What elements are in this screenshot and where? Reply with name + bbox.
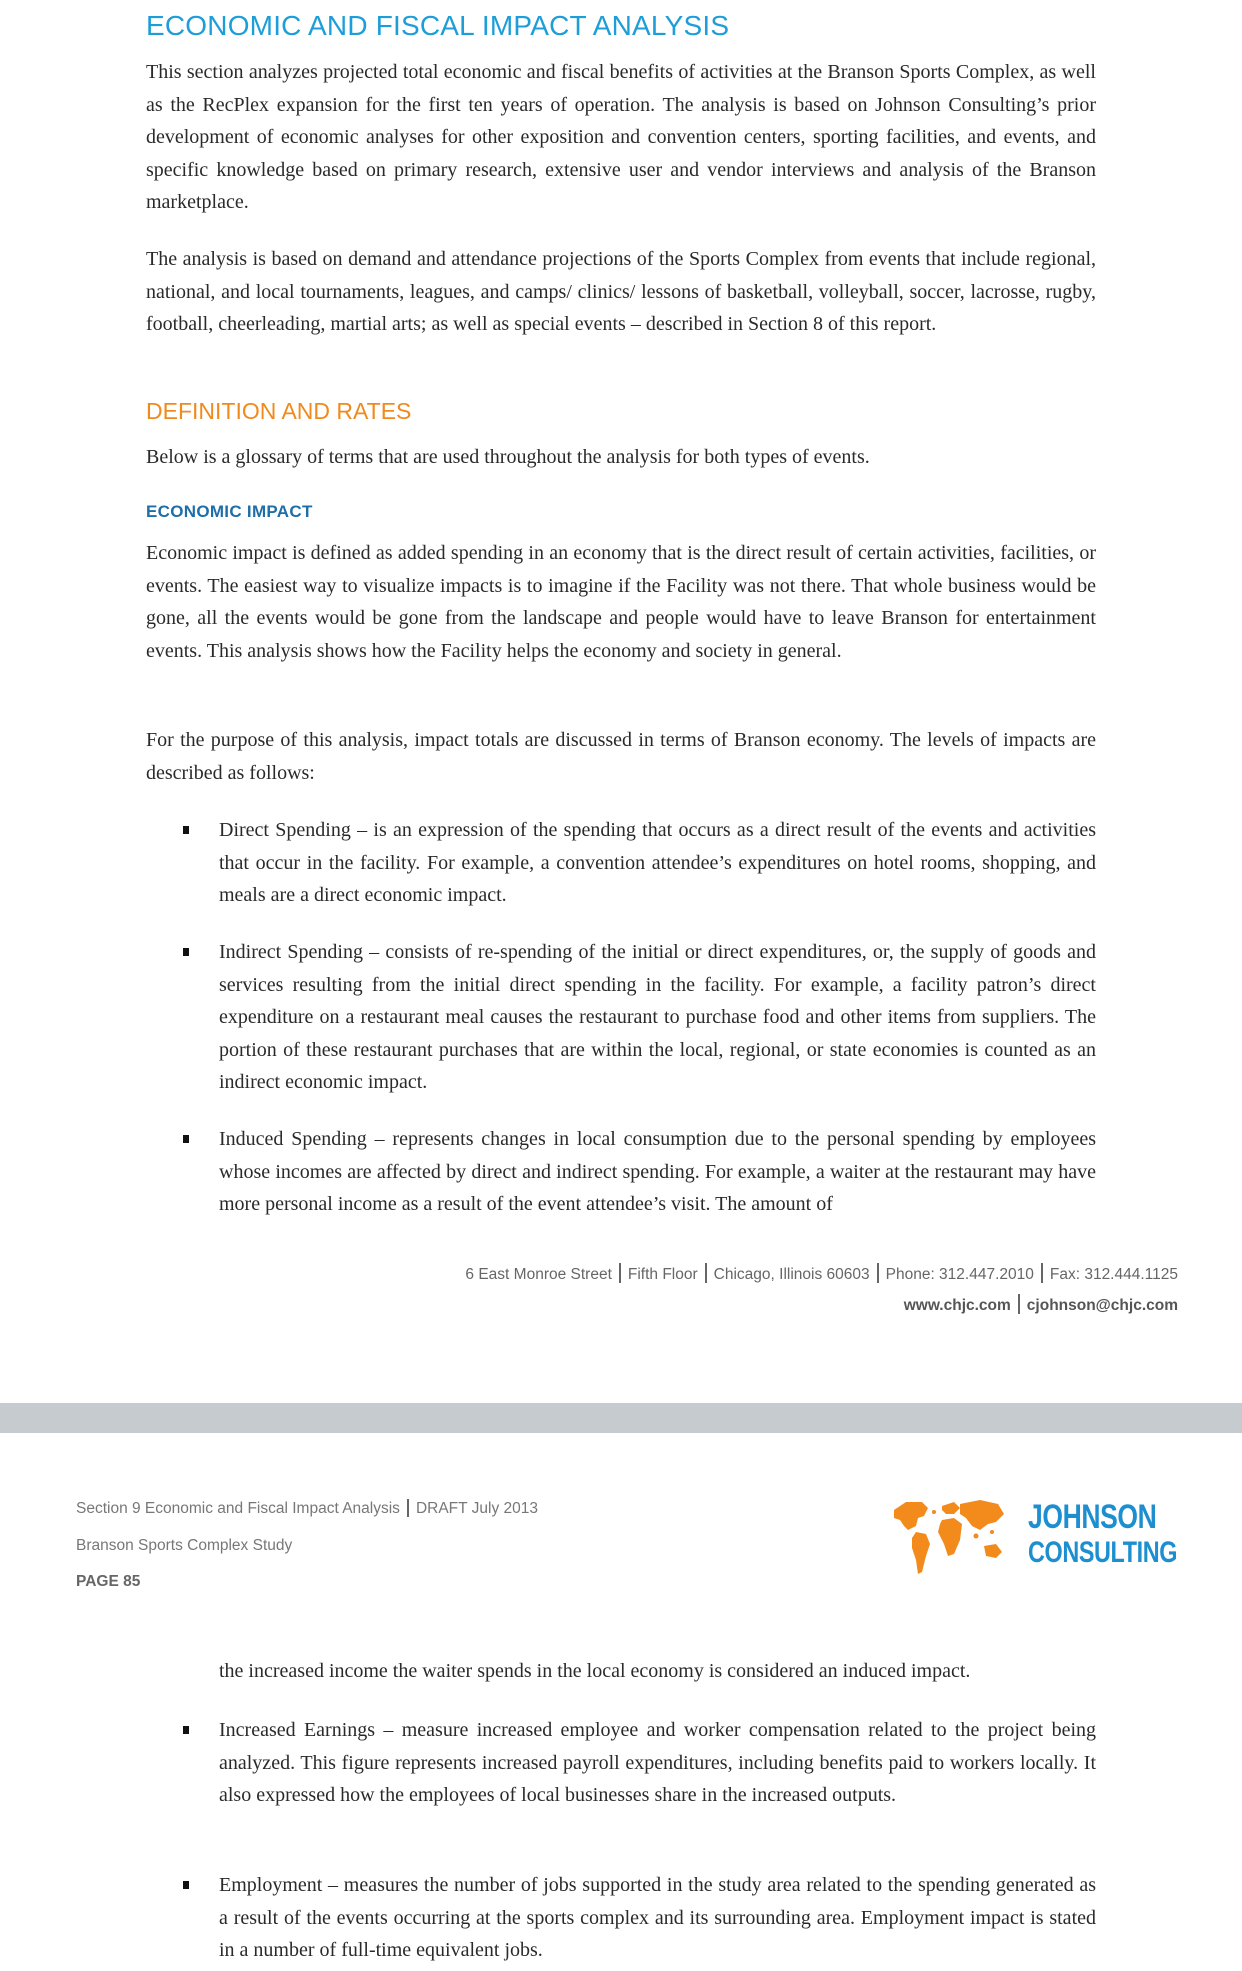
johnson-consulting-logo	[888, 1496, 1178, 1582]
page-title: ECONOMIC AND FISCAL IMPACT ANALYSIS	[146, 10, 730, 41]
definition-intro: Below is a glossary of terms that are used throughout the analysis for both types of events.	[146, 446, 870, 468]
footer-city: Chicago, Illinois 60603	[713, 1266, 870, 1283]
bullet-marker	[183, 1135, 189, 1143]
page-number: PAGE 85	[76, 1573, 141, 1590]
bullet-marker	[183, 1726, 189, 1734]
bullet-increased-earnings	[146, 1714, 1096, 1812]
intro-paragraph-2: The analysis is based on demand and attendance projections of the Sports Complex from events that include regional, national, and local tournaments, leagues, and camps/ clinics/ lessons of basketball, volleyball, soccer, lacrosse, rugby, football, cheerleading, martial arts; as well as special events – described in Section 8 of this report.	[146, 248, 1096, 335]
world-map-icon	[888, 1496, 1008, 1582]
bullet-direct-spending	[146, 814, 1096, 912]
bullet-induced-spending	[146, 1123, 1096, 1221]
bullet-employment	[146, 1869, 1096, 1967]
economic-impact-paragraph-2: For the purpose of this analysis, impact totals are discussed in terms of Branson economy. The levels of impacts are described as follows:	[146, 729, 1096, 784]
page-divider	[0, 1403, 1242, 1433]
bullet-marker	[183, 826, 189, 834]
economic-impact-heading: ECONOMIC IMPACT	[146, 502, 313, 521]
definition-heading: DEFINITION AND RATES	[146, 398, 412, 424]
logo-johnson: JOHNSON	[1028, 1498, 1157, 1536]
bullet-text: Indirect Spending – consists of re-spending of the initial or direct expenditures, or, the supply of goods and services resulting from the initial direct spending in the facility. For example, a facility patron’s direct expenditure on a restaurant meal causes the restaurant to purchase food and other items from suppliers. The portion of these restaurant purchases that are within the local, regional, or state economies is counted as an indirect economic impact.	[219, 941, 1096, 1093]
footer-email-link[interactable]: cjohnson@chjc.com	[1026, 1297, 1178, 1314]
section-title: Section 9 Economic and Fiscal Impact Analysis	[76, 1500, 400, 1517]
intro-paragraph-1: This section analyzes projected total economic and fiscal benefits of activities at the Branson Sports Complex, as well as the RecPlex expansion for the first ten years of operation. The analysis is based on Johnson Consulting’s prior development of economic analyses for other exposition and convention centers, sporting facilities, and events, and specific knowledge based on primary research, extensive user and vendor interviews and analysis of the Branson marketplace.	[146, 61, 1096, 213]
bullet-text: Increased Earnings – measure increased employee and worker compensation related to the project being analyzed. This figure represents increased payroll expenditures, including benefits paid to workers locally. It also expressed how the employees of local businesses share in the increased outputs.	[219, 1719, 1096, 1806]
logo-consulting: CONSULTING	[1028, 1536, 1178, 1569]
footer-phone: Phone: 312.447.2010	[885, 1266, 1034, 1283]
study-title: Branson Sports Complex Study	[76, 1537, 293, 1554]
bullet-text: Employment – measures the number of jobs supported in the study area related to the spending generated as a result of the events occurring at the sports complex and its surrounding area. Employment impact is stated in a number of full-time equivalent jobs.	[219, 1874, 1096, 1961]
bullet-indirect-spending	[146, 936, 1096, 1099]
bullet-marker	[183, 1881, 189, 1889]
economic-impact-paragraph-1: Economic impact is defined as added spending in an economy that is the direct result of certain activities, facilities, or events. The easiest way to visualize impacts is to imagine if the Facility was not there. That whole business would be gone, all the events would be gone from the landscape and people would have to leave Branson for entertainment events. This analysis shows how the Facility helps the economy and society in general.	[146, 542, 1096, 662]
bullet-marker	[183, 948, 189, 956]
footer-website-link[interactable]: www.chjc.com	[903, 1297, 1011, 1314]
footer-street: 6 East Monroe Street	[465, 1266, 612, 1283]
continuation-text: the increased income the waiter spends in the local economy is considered an induced impact.	[219, 1660, 971, 1682]
bullet-text: Induced Spending – represents changes in local consumption due to the personal spending by employees whose incomes are affected by direct and indirect spending. For example, a waiter at the restaurant may have more personal income as a result of the event attendee’s visit. The amount of	[219, 1128, 1096, 1215]
footer-fax: Fax: 312.444.1125	[1049, 1266, 1178, 1283]
footer-floor: Fifth Floor	[627, 1266, 698, 1283]
section-label	[76, 1499, 538, 1518]
bullet-text: Direct Spending – is an expression of the spending that occurs as a direct result of the events and activities that occur in the facility. For example, a convention attendee’s expenditures on hotel rooms, shopping, and meals are a direct economic impact.	[219, 819, 1096, 906]
footer-web	[904, 1294, 1178, 1315]
draft-label: DRAFT July 2013	[415, 1500, 538, 1517]
footer-address	[465, 1263, 1178, 1284]
